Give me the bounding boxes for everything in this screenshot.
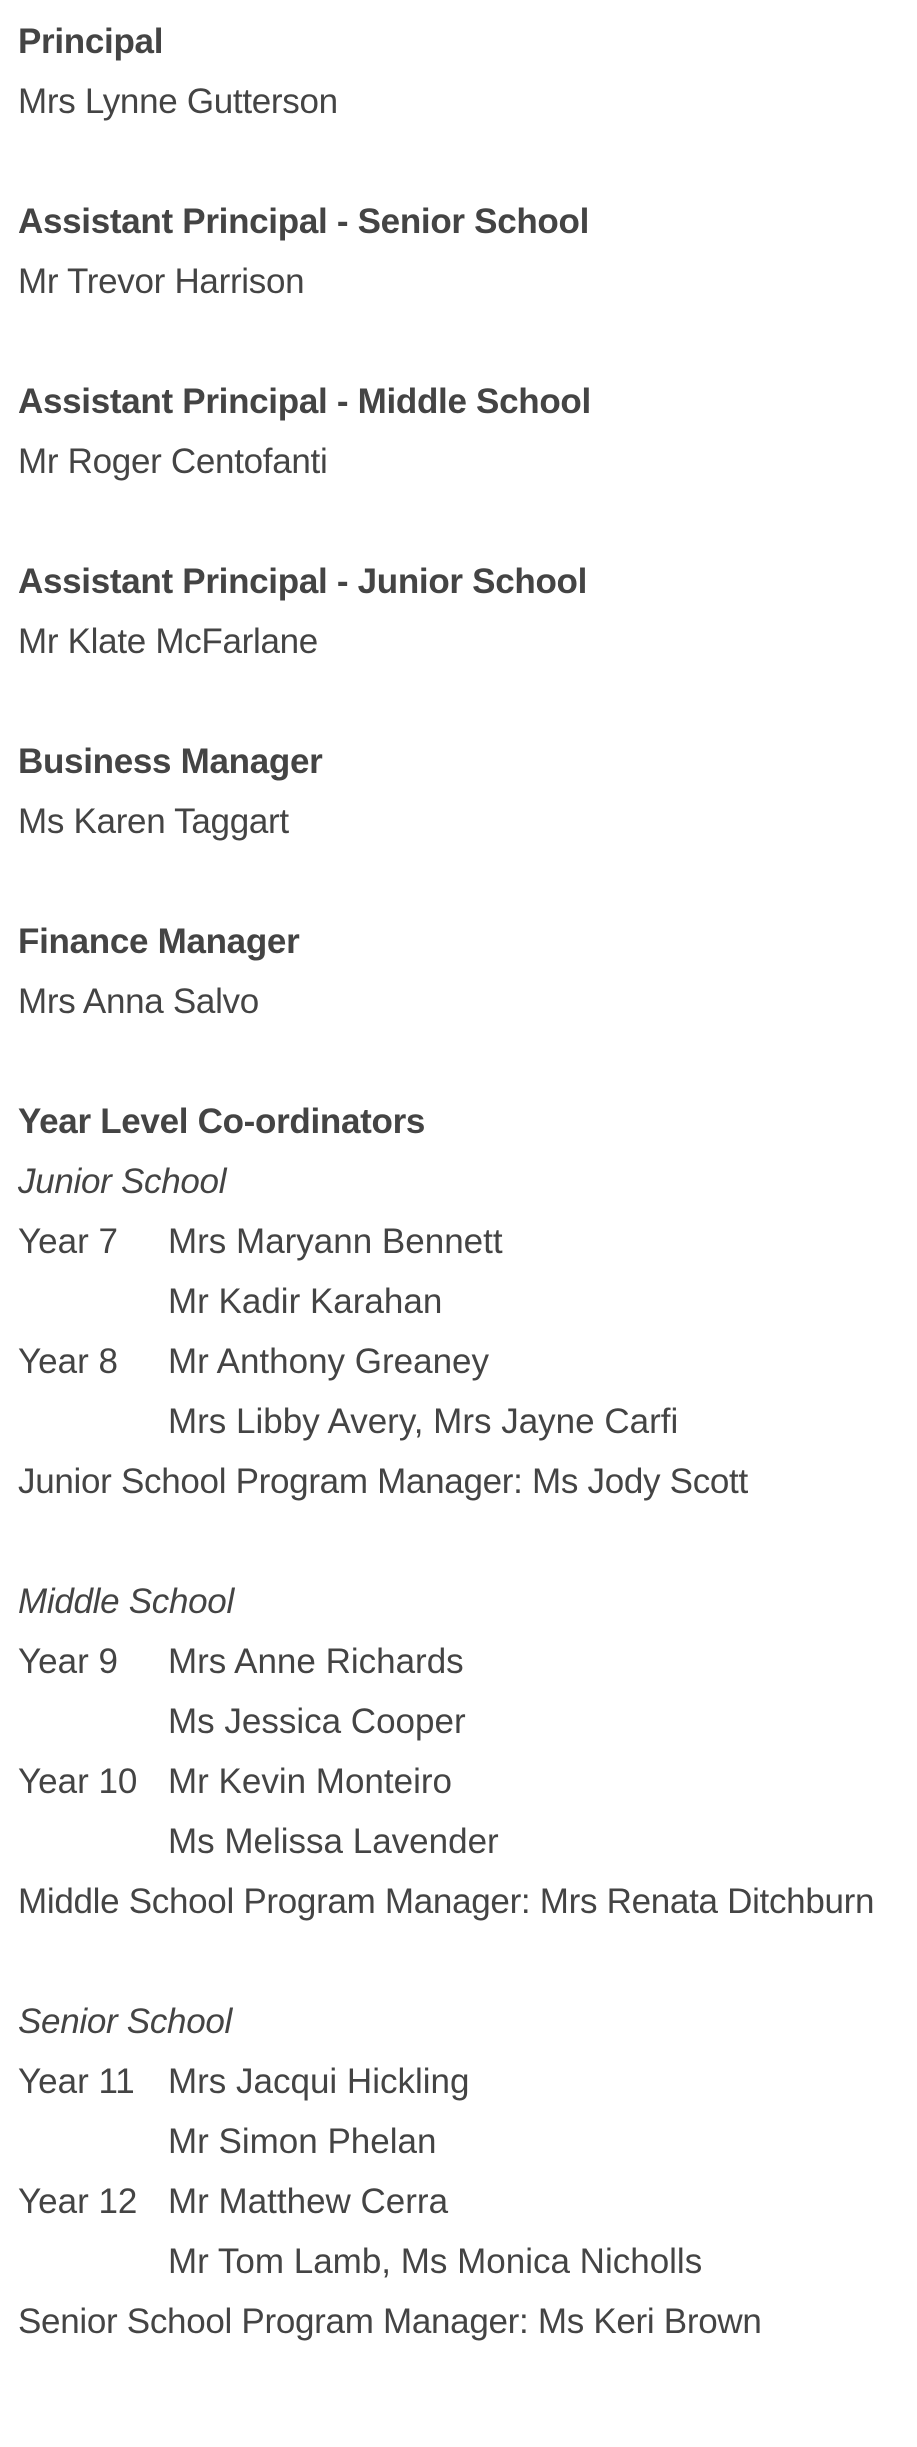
coordinator-names: Mrs Anne Richards <box>168 1642 464 1681</box>
year-row <box>18 1692 908 1752</box>
coordinator-names: Mr Tom Lamb, Ms Monica Nicholls <box>168 2242 703 2281</box>
role-title-ap-middle: Assistant Principal - Middle School <box>18 382 591 421</box>
spacer <box>18 492 908 552</box>
year-row <box>18 1812 908 1872</box>
spacer <box>18 312 908 372</box>
role-name-ap-middle: Mr Roger Centofanti <box>18 442 328 481</box>
year-label <box>18 1392 168 1452</box>
coordinator-names: Mr Kevin Monteiro <box>168 1762 452 1801</box>
coordinator-names: Mr Matthew Cerra <box>168 2182 449 2221</box>
spacer <box>18 1932 908 1992</box>
coordinator-names: Mr Simon Phelan <box>168 2122 437 2161</box>
year-row <box>18 1272 908 1332</box>
role-name-finance-manager: Mrs Anna Salvo <box>18 982 259 1021</box>
year-label: Year 10 <box>18 1762 138 1801</box>
coordinator-names: Ms Melissa Lavender <box>168 1822 499 1861</box>
year-label: Year 11 <box>18 2062 135 2101</box>
year-row <box>18 2232 908 2292</box>
year-row <box>18 1392 908 1452</box>
coordinator-names: Mrs Jacqui Hickling <box>168 2062 470 2101</box>
coordinator-names: Mr Kadir Karahan <box>168 1282 443 1321</box>
coordinators-heading: Year Level Co-ordinators <box>18 1102 426 1141</box>
school-heading-junior: Junior School <box>18 1162 227 1201</box>
spacer <box>18 1512 908 1572</box>
year-label <box>18 1692 168 1752</box>
role-name-principal: Mrs Lynne Gutterson <box>18 82 338 121</box>
year-row <box>18 1332 908 1392</box>
school-heading-senior: Senior School <box>18 2002 233 2041</box>
program-manager-senior: Senior School Program Manager: Ms Keri Brown <box>18 2302 762 2341</box>
year-row <box>18 1212 908 1272</box>
coordinator-names: Mrs Libby Avery, Mrs Jayne Carfi <box>168 1402 679 1441</box>
role-name-business-manager: Ms Karen Taggart <box>18 802 289 841</box>
year-row <box>18 2172 908 2232</box>
role-title-ap-senior: Assistant Principal - Senior School <box>18 202 590 241</box>
role-title-finance-manager: Finance Manager <box>18 922 300 961</box>
year-label <box>18 2232 168 2292</box>
staff-directory <box>18 12 908 2352</box>
spacer <box>18 1032 908 1092</box>
year-label <box>18 1812 168 1872</box>
coordinator-names: Mrs Maryann Bennett <box>168 1222 503 1261</box>
program-manager-junior: Junior School Program Manager: Ms Jody Scott <box>18 1462 748 1501</box>
role-title-ap-junior: Assistant Principal - Junior School <box>18 562 588 601</box>
school-heading-middle: Middle School <box>18 1582 234 1621</box>
year-label: Year 9 <box>18 1642 118 1681</box>
year-label: Year 7 <box>18 1222 118 1261</box>
coordinator-names: Mr Anthony Greaney <box>168 1342 489 1381</box>
spacer <box>18 672 908 732</box>
role-name-ap-junior: Mr Klate McFarlane <box>18 622 318 661</box>
year-label: Year 12 <box>18 2182 138 2221</box>
coordinator-names: Ms Jessica Cooper <box>168 1702 466 1741</box>
program-manager-middle: Middle School Program Manager: Mrs Renata Ditchburn <box>18 1882 875 1921</box>
spacer <box>18 852 908 912</box>
year-row <box>18 1632 908 1692</box>
year-label: Year 8 <box>18 1342 118 1381</box>
year-row <box>18 1752 908 1812</box>
year-row <box>18 2052 908 2112</box>
spacer <box>18 132 908 192</box>
role-title-business-manager: Business Manager <box>18 742 323 781</box>
role-title-principal: Principal <box>18 22 164 61</box>
year-label <box>18 2112 168 2172</box>
year-label <box>18 1272 168 1332</box>
year-row <box>18 2112 908 2172</box>
role-name-ap-senior: Mr Trevor Harrison <box>18 262 305 301</box>
